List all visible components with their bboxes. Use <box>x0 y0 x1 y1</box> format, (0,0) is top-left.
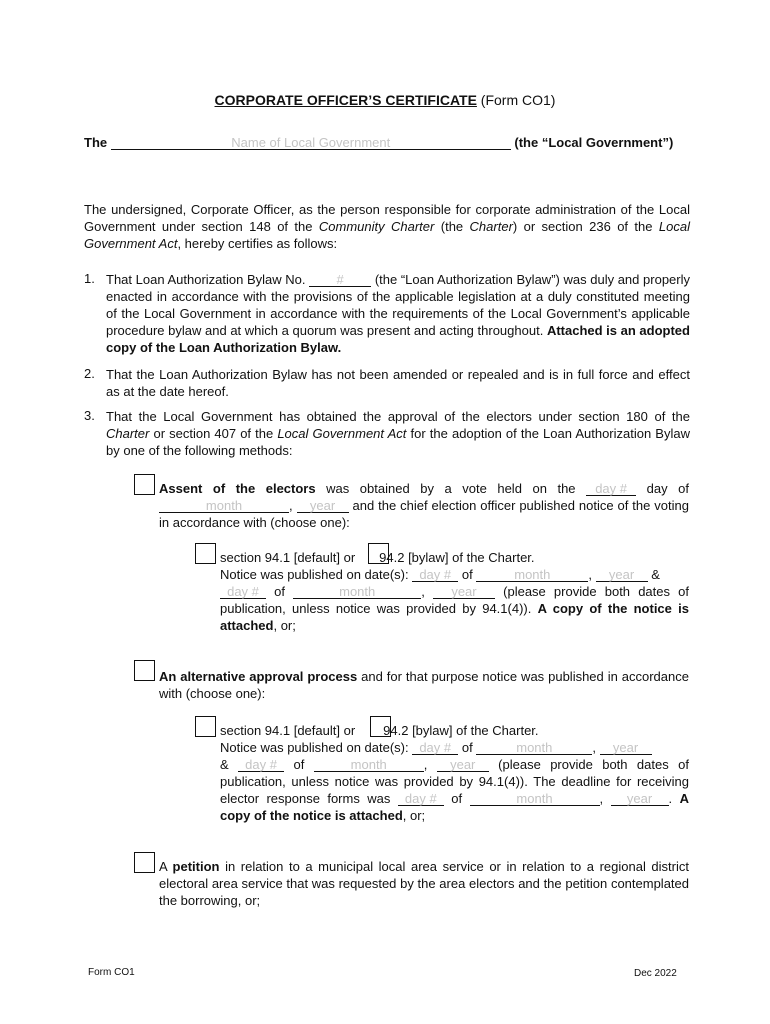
assent-section-94-1-checkbox[interactable] <box>195 543 216 564</box>
notice-b-month-2-field[interactable]: month <box>314 758 424 772</box>
alternative-approval-checkbox[interactable] <box>134 660 155 681</box>
assent-month-field[interactable]: month <box>159 499 289 513</box>
assent-checkbox[interactable] <box>134 474 155 495</box>
item-3-number: 3. <box>84 408 95 423</box>
alternative-section-94-1-checkbox[interactable] <box>195 716 216 737</box>
local-government-line <box>84 135 673 150</box>
notice-b-day-1-field[interactable]: day # <box>412 741 458 755</box>
page-title <box>0 92 770 108</box>
footer-form-code: Form CO1 <box>88 967 135 978</box>
notice-a-day-1-field[interactable]: day # <box>412 568 458 582</box>
notice-a-day-2-field[interactable]: day # <box>220 585 266 599</box>
bylaw-number-field[interactable]: # <box>309 273 371 287</box>
item-2-number: 2. <box>84 366 95 381</box>
item-1-number: 1. <box>84 271 95 286</box>
notice-a-year-1-field[interactable]: year <box>596 568 648 582</box>
intro-paragraph: The undersigned, Corporate Officer, as the person responsible for corporate administration of the Local Government under section 148 of the Community Charter (the Charter) or section 236 of the Local Government Act, hereby certifies as follows: <box>84 202 690 251</box>
certificate-heading: CORPORATE OFFICER’S CERTIFICATE <box>214 92 477 108</box>
response-deadline-day-field[interactable]: day # <box>398 792 444 806</box>
notice-b-month-1-field[interactable]: month <box>476 741 592 755</box>
notice-a-month-1-field[interactable]: month <box>476 568 588 582</box>
assent-day-field[interactable]: day # <box>586 482 636 496</box>
item-2-text: That the Loan Authorization Bylaw has not been amended or repealed and is in full force and effect as at the date hereof. <box>106 367 690 399</box>
assent-text: Assent of the electors was obtained by a vote held on the day # day of month , year and the chief election officer published notice of the voting in accordance with (choose one): <box>159 481 689 530</box>
response-deadline-month-field[interactable]: month <box>470 792 600 806</box>
petition-text: A petition in relation to a municipal local area service or in relation to a regional district electoral area service that was requested by the area electors and the petition contemplated the borrowing, or; <box>159 859 689 908</box>
assent-year-field[interactable]: year <box>297 499 349 513</box>
alternative-notice-text: section 94.1 [default] or 94.2 [bylaw] of the Charter. Notice was published on date(s): day # of month , year & day # of month , year (please provide both dates of publication, unless notice was provided by 94.1(4)). The deadline for receiving elector response forms was day # of month , year . A copy of the notice is attached, or; <box>220 723 689 823</box>
local-government-label: (the “Local Government”) <box>514 135 674 150</box>
item-3-text: That the Local Government has obtained the approval of the electors under section 180 of the Charter or section 407 of the Local Government Act for the adoption of the Loan Authorization Bylaw by one of the following methods: <box>106 409 690 458</box>
response-deadline-year-field[interactable]: year <box>611 792 669 806</box>
form-code: (Form CO1) <box>480 92 556 108</box>
notice-a-year-2-field[interactable]: year <box>433 585 495 599</box>
local-government-name-field[interactable]: Name of Local Government <box>111 136 511 150</box>
notice-b-day-2-field[interactable]: day # <box>238 758 284 772</box>
item-1-text: That Loan Authorization Bylaw No. # (the “Loan Authorization Bylaw”) was duly and properly enacted in accordance with the provisions of the applicable legislation at a duly constituted meeting of the Local Government in accordance with the requirements of the Local Government’s applicable procedure bylaw and at which a quorum was present and acting throughout. Attached is an adopted copy of the Loan Authorization Bylaw. <box>106 272 690 355</box>
assent-notice-text: section 94.1 [default] or 94.2 [bylaw] of the Charter. Notice was published on date(s): day # of month , year & day # of month , year (please provide both dates of publication, unless notice was provided by 94.1(4)). A copy of the notice is attached, or; <box>220 550 689 633</box>
footer-date: Dec 2022 <box>634 968 677 979</box>
notice-b-year-2-field[interactable]: year <box>437 758 489 772</box>
alternative-approval-text: An alternative approval process and for that purpose notice was published in accordance with (choose one): <box>159 669 689 701</box>
petition-checkbox[interactable] <box>134 852 155 873</box>
notice-a-month-2-field[interactable]: month <box>293 585 421 599</box>
the-label: The <box>84 135 108 150</box>
notice-b-year-1-field[interactable]: year <box>600 741 652 755</box>
